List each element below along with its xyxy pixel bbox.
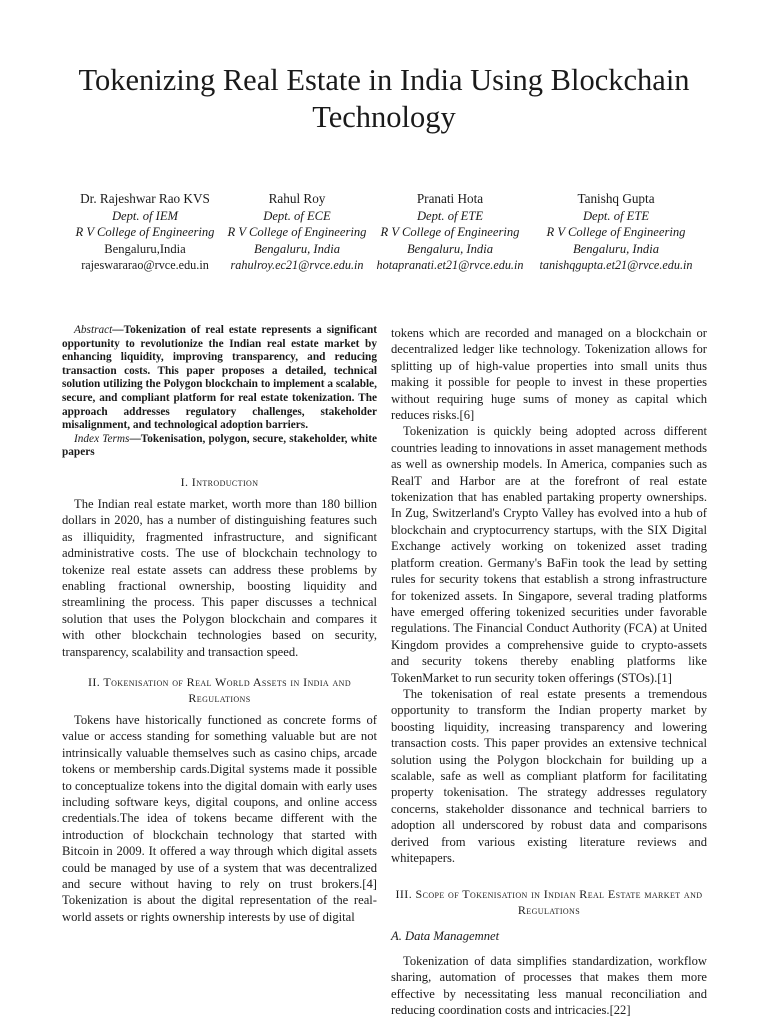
author-email: hotapranati.et21@rvce.edu.in (376, 258, 524, 272)
author-email: tanishqgupta.et21@rvce.edu.in (539, 258, 693, 272)
author-name: Pranati Hota (416, 191, 484, 206)
author-3 (375, 191, 525, 274)
author-name: Tanishq Gupta (577, 191, 655, 206)
paragraph-continued: tokens which are recorded and managed on a blockchain or decentralized ledger like technology. Tokenization allows for splitting up of high-value properties into small units thus making it possible for people to invest in these properties without requiring huge sums of money as capital which reduces risks.[6] (391, 326, 707, 423)
author-city: Bengaluru, India (253, 241, 341, 256)
author-2 (222, 191, 372, 274)
paragraph: The Indian real estate market, worth more than 180 billion dollars in 2020, has a number of distinguishing features such as illiquidity, fragmented infrastructure, and significant administrative costs. The use of blockchain technology to tokenize real estate assets can address these problems by enabling fractional ownership, boosting liquidity and streamlining the process. This paper discusses a technical solution that uses the Polygon blockchain and compares it with other blockchain technologies based on security, transparency, scalability and transaction speed. (62, 496, 377, 659)
author-1 (70, 191, 220, 274)
author-college: R V College of Engineering (546, 225, 686, 239)
author-college: R V College of Engineering (227, 225, 367, 239)
author-4 (533, 191, 699, 274)
author-dept: Dept. of ETE (416, 208, 484, 223)
author-dept: Dept. of ECE (263, 208, 331, 223)
author-city: Bengaluru, India (572, 241, 660, 256)
paragraph: The tokenisation of real estate presents a tremendous opportunity to transform the Indian property market by boosting liquidity, increasing transparency and lowering transaction costs. This paper provides an extensive technical solution using the Polygon blockchain for building up a scalable, safe as well as compliant platform for facilitating property tokenisation. The strategy addresses regulatory concerns, stakeholder dissonance and technical barriers to adoption all underscored by robust data and comparisons derived from various existing literature reviews and whitepapers. (391, 686, 707, 865)
index-terms-label: Index Terms (74, 432, 130, 445)
author-email: rajeswararao@rvce.edu.in (81, 258, 209, 272)
author-college: R V College of Engineering (75, 225, 215, 239)
author-college: R V College of Engineering (380, 225, 520, 239)
paragraph: Tokenization is quickly being adopted across different countries leading to innovations in asset management methods as well as ownership models. In America, companies such as RealT and Harbor are at the forefront of real estate tokenization that has enabled partaking property ownerships. In Zug, Switzerland's Crypto Valley has evolved into a hub of blockchain and cryptocurrency startups, with the SIX Digital Exchange actively working on tokenized asset trading platform creation. Germany's BaFin took the lead by setting rules for security tokens that establish a strong infrastructure for tokenized assets. In Singapore, several trading platforms have emerged offering tokenized securities under favorable regulations. The Financial Conduct Authority (FCA) at United Kingdom provides a comprehensive guide to crypto-assets and security tokens thereby enabling platforms like TokenMarket to run security token offerings (STOs).[1] (391, 424, 707, 685)
section-heading-tokenisation: II. Tokenisation of Real World Assets in India and Regulations (88, 675, 351, 705)
right-column (391, 325, 707, 1018)
author-city: Bengaluru,India (104, 241, 186, 256)
author-block (62, 191, 706, 275)
paragraph: Tokenization of data simplifies standardization, workflow sharing, automation of processes that makes them more effective by necessitating less manual reconciliation and reducing coordination costs and intricacies.[22] (391, 953, 707, 1018)
index-terms-text: —Tokenisation, polygon, secure, stakeholder, white papers (62, 432, 378, 459)
author-name: Dr. Rajeshwar Rao KVS (80, 191, 210, 206)
left-column (62, 324, 377, 925)
abstract-text: —Tokenization of real estate represents a significant opportunity to revolutionize the Indian real estate market by enhancing liquidity, improving transparency, and reducing transaction costs. This paper proposes a detailed, technical solution utilizing the Polygon blockchain to implement a scalable, secure, and compliant platform for real estate tokenization. The approach addresses regulatory challenges, stakeholder misalignment, and technological adoption barriers. (62, 324, 377, 432)
author-dept: Dept. of ETE (582, 208, 650, 223)
subsection-heading-data-management: A. Data Managemnet (391, 929, 500, 944)
author-dept: Dept. of IEM (111, 208, 179, 223)
author-city: Bengaluru, India (406, 241, 494, 256)
index-terms (62, 433, 377, 460)
author-name: Rahul Roy (268, 191, 326, 206)
author-email: rahulroy.ec21@rvce.edu.in (230, 258, 364, 272)
abstract (62, 324, 377, 433)
paper-title: Tokenizing Real Estate in India Using Blockchain Technology (78, 63, 690, 134)
paragraph: Tokens have historically functioned as concrete forms of value or access standing for something valuable but are not intrinsically valuable themselves such as casino chips, arcade tokens or membership cards.Digital systems made it possible to conceptualize tokens into the digital domain with early uses including software keys, digital coupons, and online access credentials.The idea of tokens became different with the introduction of blockchain technology that started with Bitcoin in 2009. It offered a way through which digital assets could be managed by use of a system that was decentralized and secure without having to rely on trust brokers.[4] Tokenization is about the digital representation of the real-world assets or rights ownership interests by use of digital (62, 713, 377, 924)
abstract-label: Abstract (74, 324, 113, 336)
section-heading-scope: III. Scope of Tokenisation in Indian Real Estate market and Regulations (395, 887, 703, 918)
section-heading-introduction: I. Introduction (180, 474, 259, 489)
